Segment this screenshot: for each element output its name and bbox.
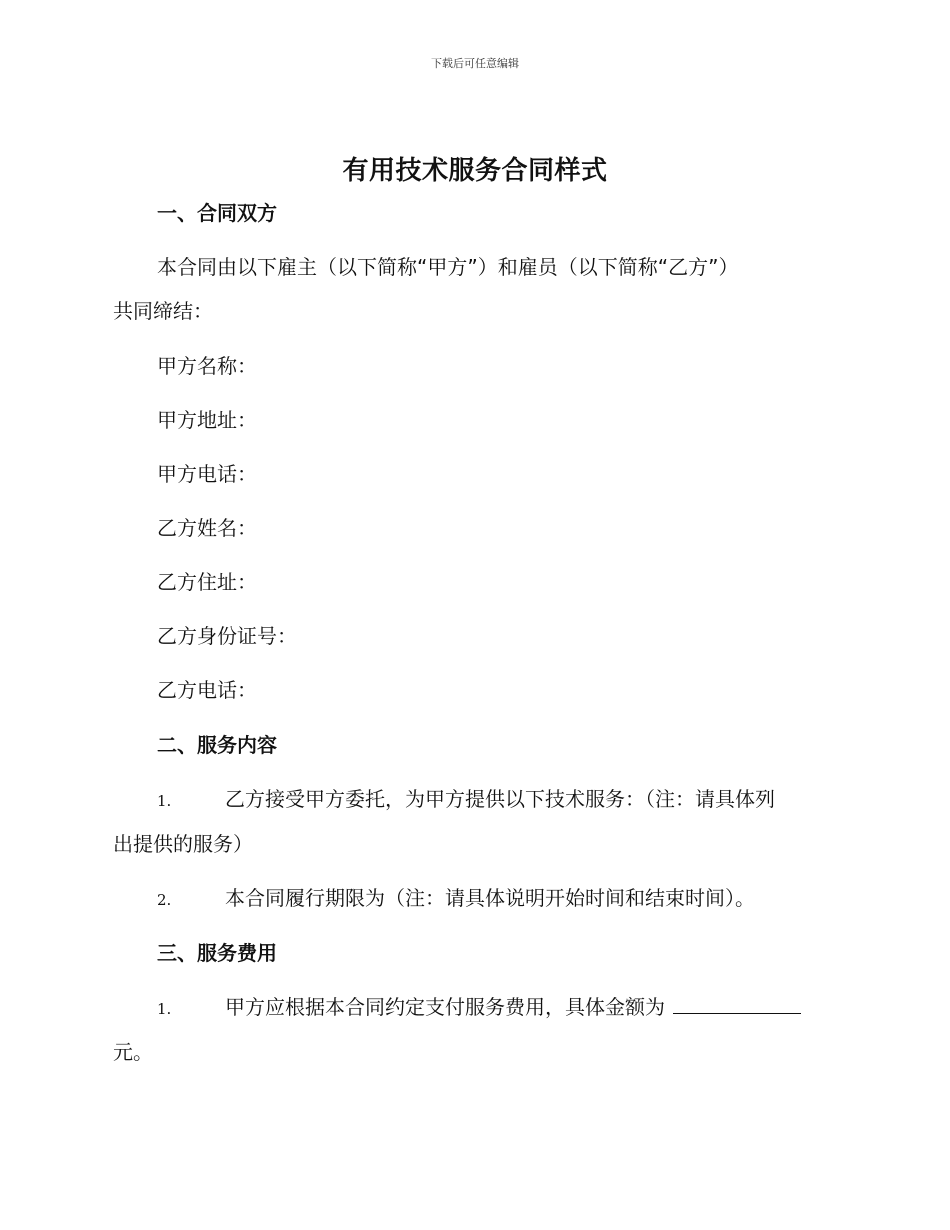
field-party-b-phone: 乙方电话： [157,678,257,702]
header-note: 下载后可任意编辑 [431,57,519,70]
field-party-b-address: 乙方住址： [157,570,257,594]
list-number: 1. [157,792,172,810]
amount-blank [673,995,801,1014]
field-party-a-name: 甲方名称： [157,354,257,378]
section2-item1 [157,785,775,815]
section2-item2 [157,884,755,914]
list-text: 甲方应根据本合同约定支付服务费用，具体金额为 [225,995,665,1019]
field-party-b-id: 乙方身份证号： [157,624,297,648]
section3-item1-cont: 元。 [113,1040,153,1064]
intro-line-1: 本合同由以下雇主（以下简称“甲方”）和雇员（以下简称“乙方”） [157,255,739,279]
list-text: 乙方接受甲方委托，为甲方提供以下技术服务：（注：请具体列 [225,787,775,811]
list-number: 2. [157,891,172,909]
field-party-a-phone: 甲方电话： [157,462,257,486]
document-title: 有用技术服务合同样式 [342,156,608,186]
section3-heading: 三、服务费用 [157,941,277,965]
list-number: 1. [157,1000,172,1018]
intro-line-2: 共同缔结： [113,299,213,323]
list-text: 本合同履行期限为（注：请具体说明开始时间和结束时间）。 [225,886,755,910]
section2-heading: 二、服务内容 [157,733,277,757]
section2-item1-cont: 出提供的服务） [113,832,253,856]
field-party-b-name: 乙方姓名： [157,516,257,540]
section3-item1 [157,993,801,1023]
section1-heading: 一、合同双方 [157,201,277,225]
field-party-a-address: 甲方地址： [157,408,257,432]
